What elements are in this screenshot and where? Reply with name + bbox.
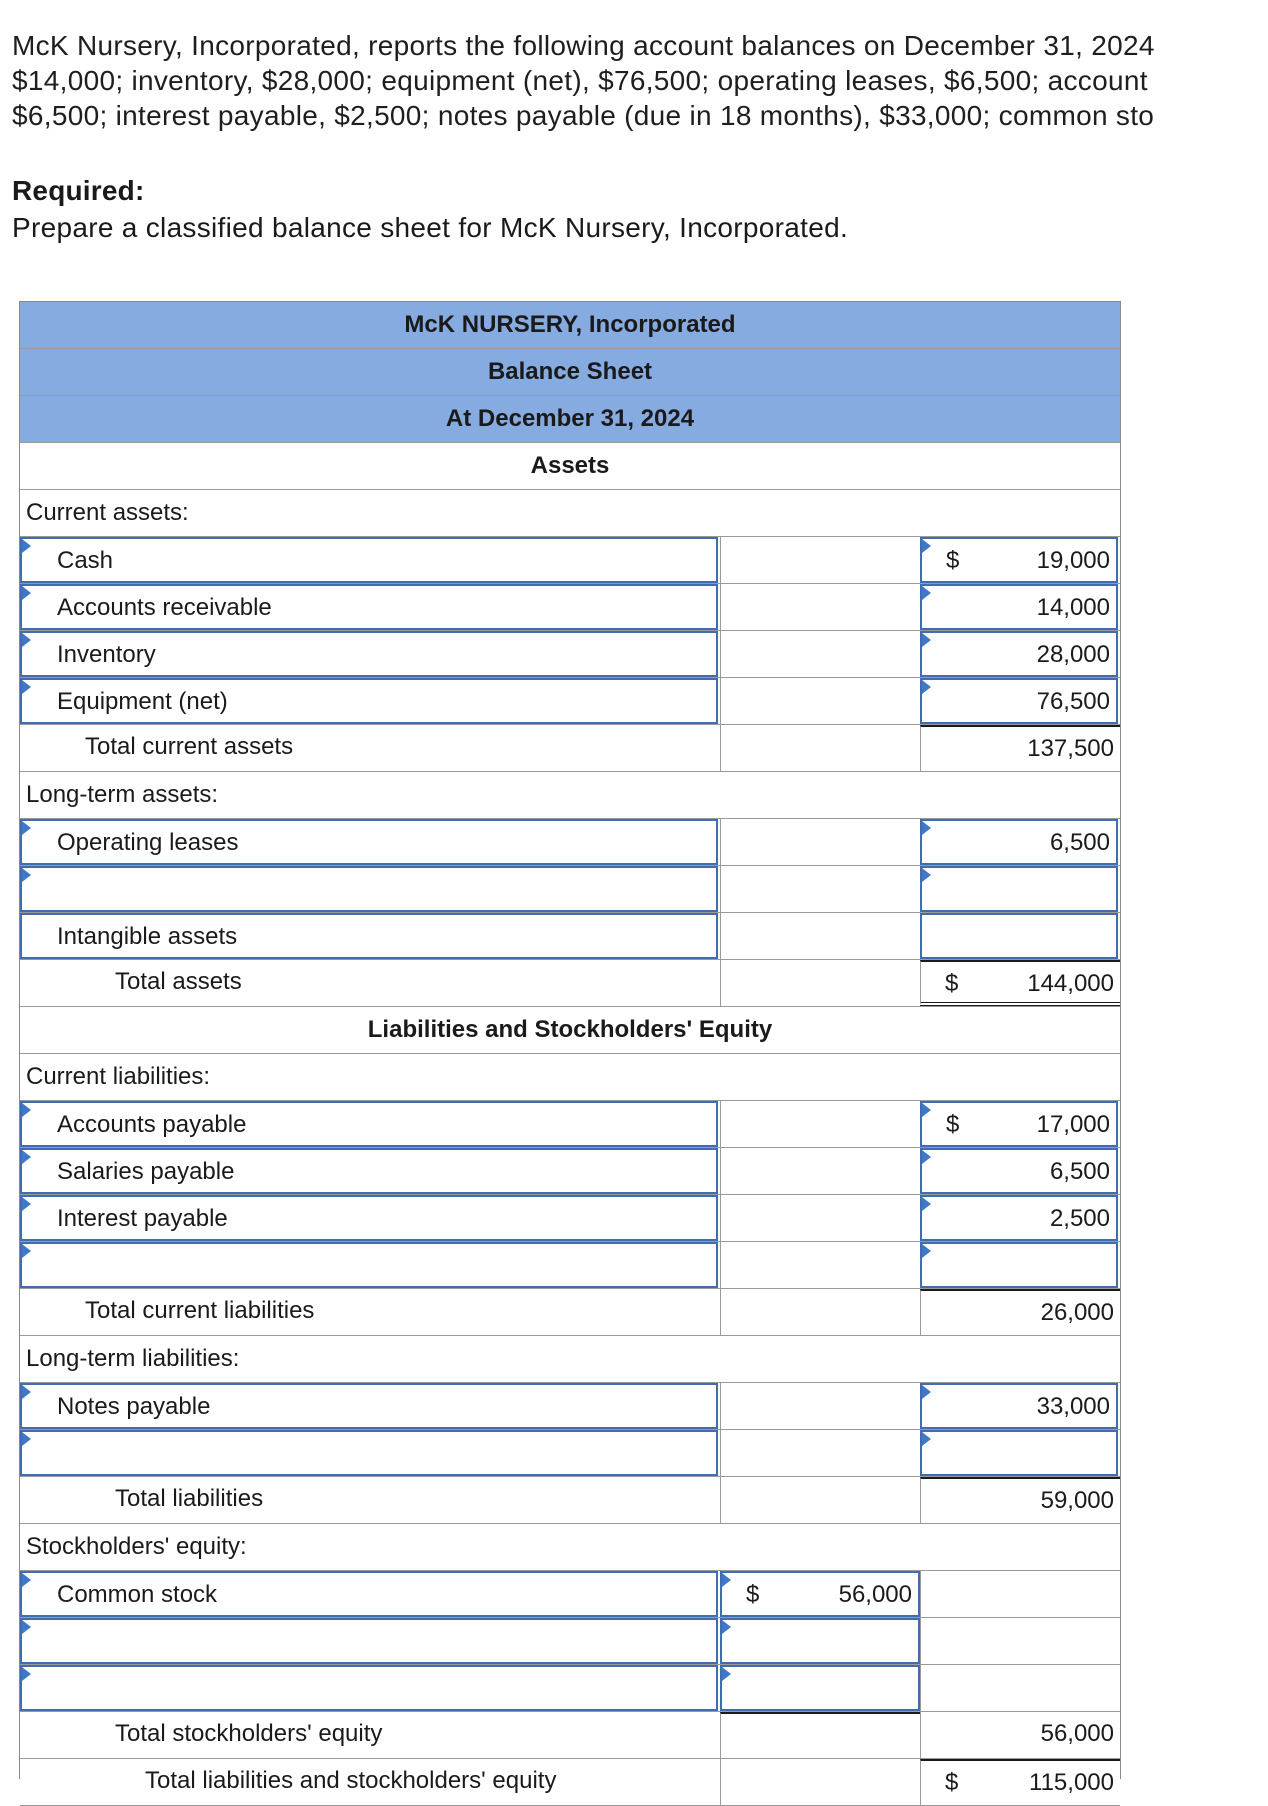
total-row [20, 1759, 1120, 1806]
account-label: Equipment (net) [57, 688, 228, 715]
total-equity-label: Total stockholders' equity [115, 1720, 383, 1747]
total-row [20, 960, 1120, 1007]
account-select[interactable] [20, 819, 718, 865]
section-row [20, 1524, 1120, 1571]
amount-cell [720, 1712, 920, 1758]
account-select[interactable] [20, 1618, 718, 1664]
amount-cell [720, 1430, 920, 1476]
amount-value: 17,000 [1036, 1111, 1110, 1138]
account-select[interactable] [20, 1430, 718, 1476]
table-row [20, 631, 1120, 678]
table-row [20, 537, 1120, 584]
amount-input[interactable] [920, 1195, 1118, 1241]
section-row [20, 1336, 1120, 1383]
total-label-cell [20, 1759, 720, 1805]
flag-icon [22, 633, 31, 647]
amount-input[interactable] [920, 1101, 1118, 1147]
statement-title: Balance Sheet [20, 349, 1120, 396]
flag-icon [722, 1573, 731, 1587]
flag-icon [22, 868, 31, 882]
table-row [20, 1383, 1120, 1430]
amount-value: 19,000 [1036, 547, 1110, 574]
total-label-cell [20, 1712, 720, 1758]
flag-icon [22, 1573, 31, 1587]
problem-line: $6,500; interest payable, $2,500; notes payable (due in 18 months), $33,000; common sto [12, 100, 1155, 131]
total-liabilities-value: 59,000 [1040, 1487, 1114, 1514]
account-select[interactable] [20, 537, 718, 583]
flag-icon [22, 1244, 31, 1258]
flag-icon [22, 1667, 31, 1681]
amount-cell [720, 1289, 920, 1335]
total-current-liabilities-label: Total current liabilities [85, 1297, 315, 1324]
dollar-sign: $ [746, 1581, 760, 1608]
amount-input[interactable] [920, 819, 1118, 865]
total-label-cell [20, 725, 720, 771]
assets-heading: Assets [20, 443, 1120, 490]
statement-date: At December 31, 2024 [20, 396, 1120, 443]
amount-input[interactable] [920, 1148, 1118, 1194]
flag-icon [22, 586, 31, 600]
total-amount-cell [920, 1289, 1120, 1335]
account-select[interactable] [20, 1242, 718, 1288]
total-current-assets-label: Total current assets [85, 733, 294, 760]
flag-icon [922, 680, 931, 694]
amount-value: 76,500 [1036, 688, 1110, 715]
amount-value: 33,000 [1036, 1393, 1110, 1420]
table-row [20, 866, 1120, 913]
account-label: Operating leases [57, 829, 239, 856]
amount-input[interactable] [920, 631, 1118, 677]
amount-input[interactable] [920, 584, 1118, 630]
table-row [20, 584, 1120, 631]
amount-value: 6,500 [1049, 1158, 1110, 1185]
total-row [20, 725, 1120, 772]
amount-cell [720, 1195, 920, 1241]
account-select[interactable] [20, 678, 718, 724]
amount-cell [720, 584, 920, 630]
total-amount-cell [920, 1477, 1120, 1523]
account-select[interactable] [20, 1148, 718, 1194]
amount-value: 56,000 [838, 1581, 912, 1608]
amount-cell [920, 1665, 1120, 1711]
flag-icon [22, 1432, 31, 1446]
current-liabilities-label: Current liabilities: [26, 1063, 211, 1090]
amount-cell [720, 1759, 920, 1805]
amount-input[interactable] [920, 866, 1118, 912]
flag-icon [22, 1197, 31, 1211]
total-liabilities-equity-label: Total liabilities and stockholders' equity [145, 1767, 557, 1794]
flag-icon [922, 633, 931, 647]
total-current-liabilities-value: 26,000 [1040, 1299, 1114, 1326]
account-label: Common stock [57, 1581, 218, 1608]
table-row [20, 1665, 1120, 1712]
total-amount-cell [920, 960, 1120, 1006]
amount-cell [720, 631, 920, 677]
problem-statement [12, 28, 1268, 133]
amount-cell [720, 819, 920, 865]
total-equity-value: 56,000 [1040, 1720, 1114, 1747]
account-label: Inventory [57, 641, 156, 668]
table-row [20, 1430, 1120, 1477]
flag-icon [922, 1385, 931, 1399]
flag-icon [22, 1103, 31, 1117]
total-label-cell [20, 1289, 720, 1335]
long-term-assets-label: Long-term assets: [26, 781, 219, 808]
account-label: Interest payable [57, 1205, 228, 1232]
amount-input[interactable] [920, 678, 1118, 724]
amount-cell [720, 866, 920, 912]
table-row [20, 819, 1120, 866]
stockholders-equity-label: Stockholders' equity: [26, 1533, 247, 1560]
table-row [20, 1195, 1120, 1242]
current-assets-label: Current assets: [26, 499, 189, 526]
amount-cell [720, 1101, 920, 1147]
amount-value: 6,500 [1049, 829, 1110, 856]
account-label: Salaries payable [57, 1158, 235, 1185]
table-row [20, 1242, 1120, 1289]
dollar-sign: $ [946, 547, 960, 574]
table-row [20, 1148, 1120, 1195]
liabilities-equity-heading: Liabilities and Stockholders' Equity [20, 1007, 1120, 1054]
total-liabilities-equity-value: 115,000 [1029, 1769, 1114, 1796]
amount-input[interactable] [920, 1242, 1118, 1288]
flag-icon [922, 1244, 931, 1258]
amount-input[interactable] [720, 1571, 920, 1617]
total-current-assets-value: 137,500 [1027, 735, 1114, 762]
total-assets-value: 144,000 [1027, 970, 1114, 997]
account-label: Accounts payable [57, 1111, 247, 1138]
amount-input[interactable] [920, 1383, 1118, 1429]
flag-icon [22, 539, 31, 553]
account-select[interactable] [20, 1571, 718, 1617]
flag-icon [722, 1620, 731, 1634]
flag-icon [922, 1197, 931, 1211]
flag-icon [922, 1150, 931, 1164]
account-select[interactable] [20, 584, 718, 630]
dollar-sign: $ [946, 1111, 960, 1138]
account-select[interactable] [20, 1195, 718, 1241]
total-label-cell [20, 1477, 720, 1523]
amount-cell [920, 1618, 1120, 1664]
flag-icon [922, 821, 931, 835]
total-amount-cell [920, 1712, 1120, 1758]
company-name: McK NURSERY, Incorporated [20, 302, 1120, 349]
total-liabilities-label: Total liabilities [115, 1485, 264, 1512]
balance-sheet-table [19, 301, 1121, 1796]
amount-input[interactable] [720, 1665, 920, 1711]
flag-icon [922, 1432, 931, 1446]
amount-cell [720, 678, 920, 724]
amount-cell [720, 913, 920, 959]
account-select[interactable] [20, 1383, 718, 1429]
table-row [20, 1101, 1120, 1148]
amount-cell [920, 1571, 1120, 1617]
total-assets-label: Total assets [115, 968, 242, 995]
total-amount-cell [920, 725, 1120, 771]
amount-cell [720, 537, 920, 583]
section-row [20, 772, 1120, 819]
amount-input[interactable] [920, 1430, 1118, 1476]
table-row [20, 1571, 1120, 1618]
required-instructions: Prepare a classified balance sheet for McK Nursery, Incorporated. [12, 212, 849, 243]
amount-cell [720, 1242, 920, 1288]
amount-cell [720, 725, 920, 771]
account-select[interactable] [20, 1101, 718, 1147]
problem-line: $14,000; inventory, $28,000; equipment (net), $76,500; operating leases, $6,500; account [12, 65, 1148, 96]
flag-icon [922, 868, 931, 882]
flag-icon [922, 1103, 931, 1117]
account-select[interactable] [20, 1665, 718, 1711]
amount-value: 2,500 [1049, 1205, 1110, 1232]
total-row [20, 1477, 1120, 1524]
total-label-cell [20, 960, 720, 1006]
amount-input[interactable] [920, 913, 1118, 959]
flag-icon [22, 1150, 31, 1164]
flag-icon [922, 586, 931, 600]
flag-icon [922, 539, 931, 553]
account-select[interactable] [20, 913, 718, 959]
flag-icon [22, 1385, 31, 1399]
account-label: Notes payable [57, 1393, 211, 1420]
amount-value: 28,000 [1036, 641, 1110, 668]
table-row [20, 1618, 1120, 1665]
total-amount-cell [920, 1759, 1120, 1805]
account-label: Intangible assets [57, 923, 238, 950]
required-heading: Required: [12, 175, 145, 206]
table-row [20, 913, 1120, 960]
flag-icon [22, 1620, 31, 1634]
account-select[interactable] [20, 631, 718, 677]
problem-line: McK Nursery, Incorporated, reports the following account balances on December 31, 2024 [12, 30, 1155, 61]
account-label: Cash [57, 547, 114, 574]
amount-cell [720, 1477, 920, 1523]
account-label: Accounts receivable [57, 594, 272, 621]
dollar-sign: $ [945, 1769, 959, 1796]
amount-input[interactable] [920, 537, 1118, 583]
section-row [20, 1054, 1120, 1101]
total-row [20, 1289, 1120, 1336]
amount-cell [720, 1148, 920, 1194]
flag-icon [722, 1667, 731, 1681]
amount-input[interactable] [720, 1618, 920, 1664]
total-row [20, 1712, 1120, 1759]
amount-cell [720, 1383, 920, 1429]
flag-icon [22, 680, 31, 694]
table-row [20, 678, 1120, 725]
amount-cell [720, 960, 920, 1006]
dollar-sign: $ [945, 970, 959, 997]
long-term-liabilities-label: Long-term liabilities: [26, 1345, 240, 1372]
amount-value: 14,000 [1036, 594, 1110, 621]
section-row [20, 490, 1120, 537]
flag-icon [22, 821, 31, 835]
account-select[interactable] [20, 866, 718, 912]
